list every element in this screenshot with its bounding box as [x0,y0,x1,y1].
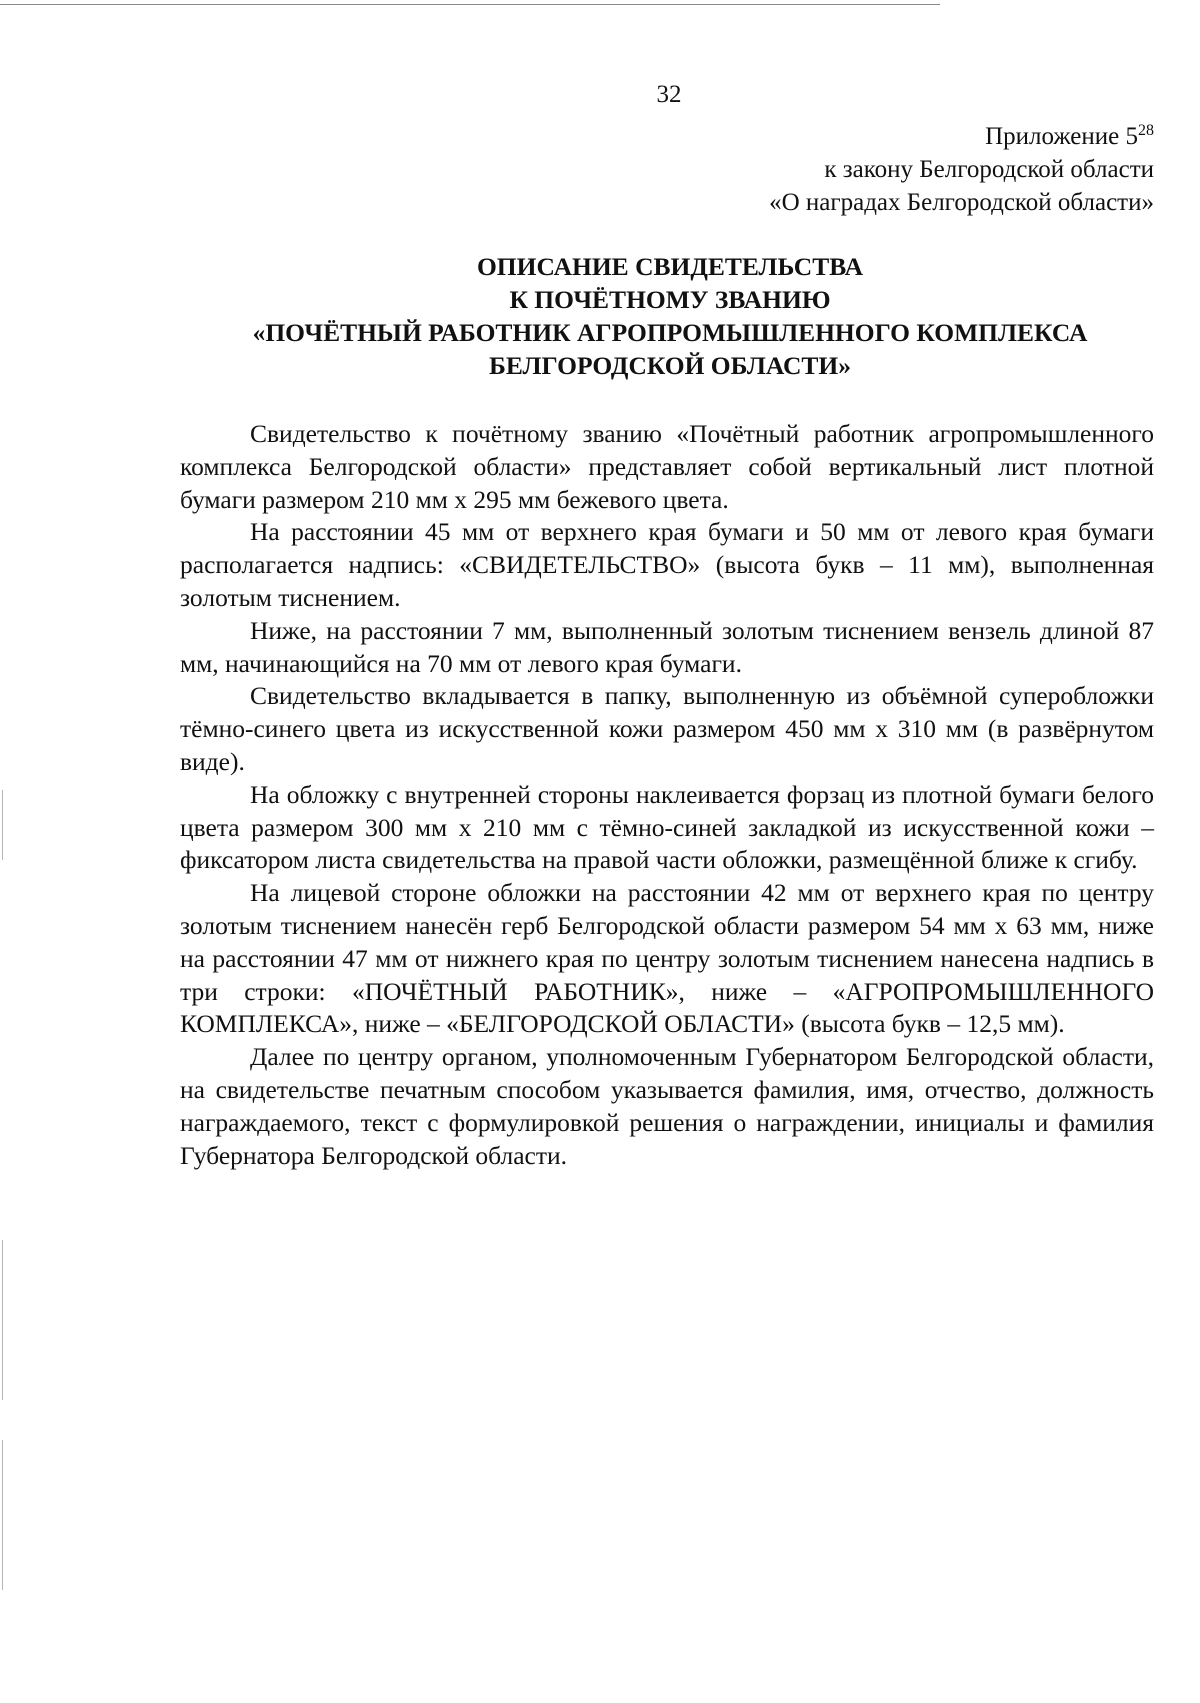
paragraph-7: Далее по центру органом, уполномоченным Губернатором Белгородской области, на свидетельстве печатным способом указывается фамилия, имя, отчество, должность награждаемого, текст с формулировкой решения о награждении, инициалы и фамилия Губернатора Белгородской области. [180,1042,1154,1170]
appendix-line-2: к закону Белгородской области [824,156,1154,183]
paragraph-3: Ниже, на расстоянии 7 мм, выполненный золотым тиснением вензель длиной 87 мм, начинающийся на 70 мм от левого края бумаги. [180,615,1154,678]
appendix-line-1 [769,120,1154,153]
page-number: 32 [656,81,682,108]
appendix-number: Приложение 5 [985,123,1138,150]
paragraph-5: На обложку с внутренней стороны наклеивается форзац из плотной бумаги белого цвета размером 300 мм х 210 мм с тёмно-синей закладкой из искусственной кожи – фиксатором листа свидетельства на правой части обложки, размещённой ближе к сгибу. [180,779,1154,875]
document-body [180,418,1154,1172]
document-title [175,250,1165,382]
scan-left-edge-mark [2,790,3,860]
paragraph-4: Свидетельство вкладывается в папку, выполненную из объёмной суперобложки тёмно-синего цвета из искусственной кожи размером 450 мм х 310 мм (в развёрнутом виде). [180,681,1154,776]
appendix-header [769,120,1154,219]
appendix-line-3: «О наградах Белгородской области» [769,189,1154,216]
scan-left-edge-mark [2,1240,3,1400]
title-line-3: «ПОЧЁТНЫЙ РАБОТНИК АГРОПРОМЫШЛЕННОГО КОМПЛЕКСА [252,318,1088,347]
paragraph-1: Свидетельство к почётному званию «Почётный работник агропромышленного комплекса Белгородской области» представляет собой вертикальный лист плотной бумаги размером 210 мм х 295 мм бежевого цвета. [180,419,1154,514]
paragraph-2: На расстоянии 45 мм от верхнего края бумаги и 50 мм от левого края бумаги располагается надпись: «СВИДЕТЕЛЬСТВО» (высота букв – 11 мм), выполненная золотым тиснением. [180,517,1154,612]
title-line-2: К ПОЧЁТНОМУ ЗВАНИЮ [509,285,831,314]
appendix-superscript: 28 [1138,122,1154,139]
scan-left-edge-mark [2,1440,3,1590]
title-line-4: БЕЛГОРОДСКОЙ ОБЛАСТИ» [488,351,852,380]
paragraph-6: На лицевой стороне обложки на расстоянии 42 мм от верхнего края по центру золотым тиснением нанесён герб Белгородской области размером 54 мм х 63 мм, ниже на расстоянии 47 мм от нижнего края по центру золотым тиснением нанесена надпись в три строки: «ПОЧЁТНЫЙ РАБОТНИК», ниже – «АГРОПРОМЫШЛЕННОГО КОМПЛЕКСА», ниже – «БЕЛГОРОДСКОЙ ОБЛАСТИ» (высота букв – 12,5 мм). [180,878,1154,1039]
scan-top-edge-line [0,4,940,5]
title-line-1: ОПИСАНИЕ СВИДЕТЕЛЬСТВА [476,252,864,281]
